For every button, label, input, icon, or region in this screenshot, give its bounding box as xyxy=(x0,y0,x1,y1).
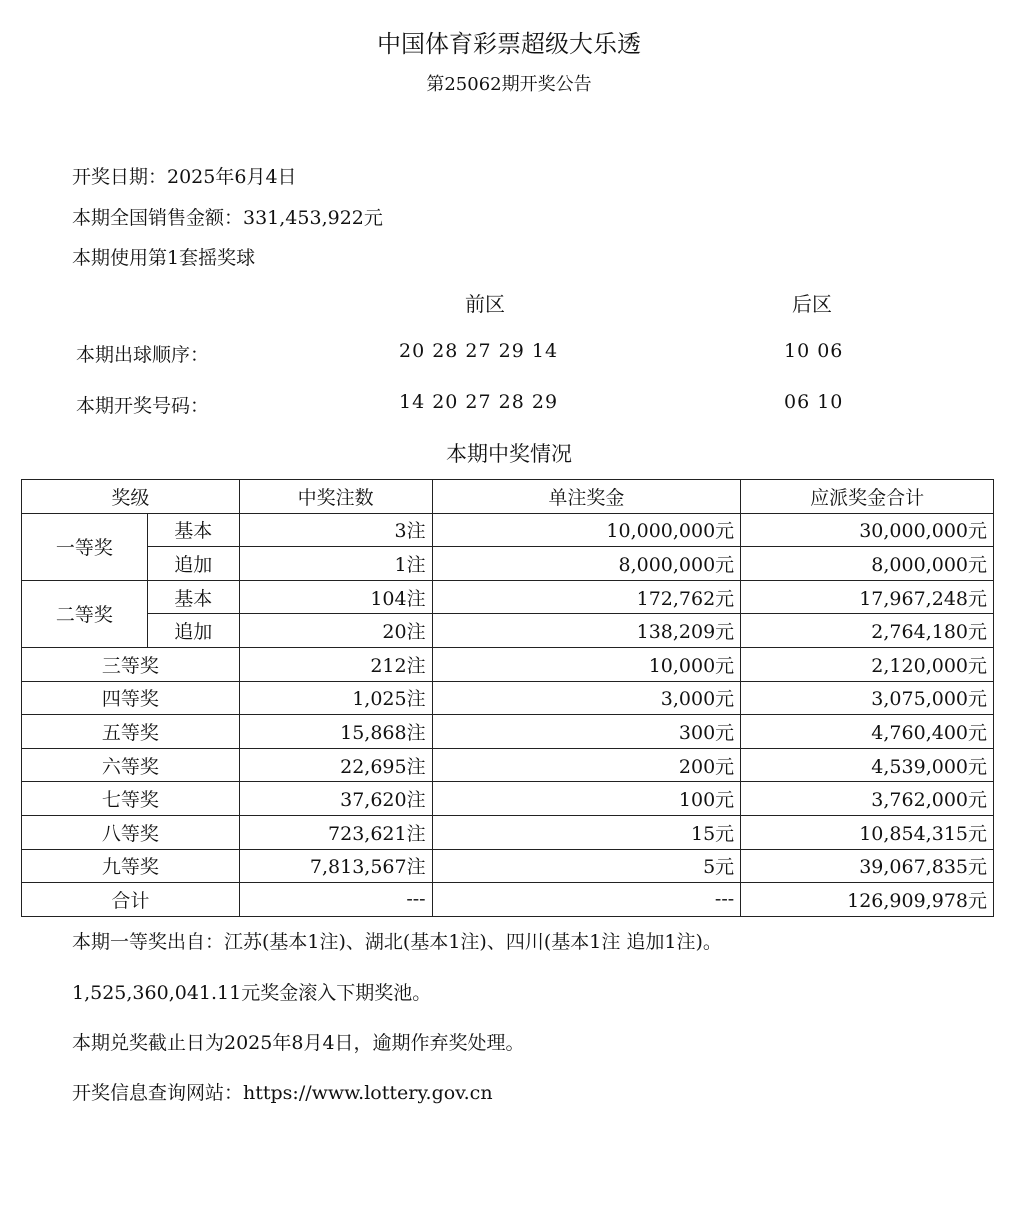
single-prize: 10,000,000元 xyxy=(432,513,741,547)
winning-numbers-label: 本期开奖号码： xyxy=(76,395,210,417)
total-prize: 2,120,000元 xyxy=(741,647,994,681)
total-prize: 3,075,000元 xyxy=(741,681,994,715)
winner-count: 22,695注 xyxy=(239,748,432,782)
winner-count: 1,025注 xyxy=(239,681,432,715)
prize-level-name: 八等奖 xyxy=(22,815,240,849)
table-header-row xyxy=(22,480,994,514)
winner-count: 15,868注 xyxy=(239,715,432,749)
prize-level-name: 二等奖 xyxy=(22,580,148,647)
prize-level-name: 五等奖 xyxy=(22,715,240,749)
single-prize: 8,000,000元 xyxy=(432,547,741,581)
sub-level-label: 基本 xyxy=(147,580,239,614)
table-row xyxy=(22,849,994,883)
header-total-prize: 应派奖金合计 xyxy=(741,480,994,514)
total-prize: 39,067,835元 xyxy=(741,849,994,883)
back-zone-header: 后区 xyxy=(792,292,832,316)
winner-count: 7,813,567注 xyxy=(239,849,432,883)
ball-order-back: 10 06 xyxy=(784,340,844,362)
header-single-prize: 单注奖金 xyxy=(432,480,741,514)
sub-level-label: 追加 xyxy=(147,614,239,648)
single-prize: 15元 xyxy=(432,815,741,849)
jackpot-rollover: 1,525,360,041.11元奖金滚入下期奖池。 xyxy=(72,982,432,1004)
sub-level-label: 追加 xyxy=(147,547,239,581)
front-zone-header: 前区 xyxy=(465,292,505,316)
table-row xyxy=(22,647,994,681)
page-title: 中国体育彩票超级大乐透 xyxy=(377,30,641,58)
ball-order-label: 本期出球顺序： xyxy=(76,344,210,366)
total-prize: 126,909,978元 xyxy=(741,883,994,917)
table-row xyxy=(22,715,994,749)
winner-count: --- xyxy=(239,883,432,917)
ball-set-info: 本期使用第1套摇奖球 xyxy=(72,247,256,269)
total-prize: 17,967,248元 xyxy=(741,580,994,614)
prize-level-name: 七等奖 xyxy=(22,782,240,816)
winner-count: 723,621注 xyxy=(239,815,432,849)
table-row xyxy=(22,782,994,816)
total-prize: 4,539,000元 xyxy=(741,748,994,782)
winner-count: 3注 xyxy=(239,513,432,547)
winner-count: 1注 xyxy=(239,547,432,581)
total-prize: 4,760,400元 xyxy=(741,715,994,749)
single-prize: 138,209元 xyxy=(432,614,741,648)
ball-order-front: 20 28 27 29 14 xyxy=(399,340,559,362)
single-prize: --- xyxy=(432,883,741,917)
total-prize: 8,000,000元 xyxy=(741,547,994,581)
total-prize: 3,762,000元 xyxy=(741,782,994,816)
draw-number-subtitle: 第25062期开奖公告 xyxy=(426,74,592,95)
winner-count: 37,620注 xyxy=(239,782,432,816)
table-row xyxy=(22,614,994,648)
table-row xyxy=(22,815,994,849)
single-prize: 3,000元 xyxy=(432,681,741,715)
sub-level-label: 基本 xyxy=(147,513,239,547)
sales-amount: 本期全国销售金额：331,453,922元 xyxy=(72,207,383,229)
table-total-row xyxy=(22,883,994,917)
claim-deadline: 本期兑奖截止日为2025年8月4日，逾期作弃奖处理。 xyxy=(72,1032,525,1054)
single-prize: 300元 xyxy=(432,715,741,749)
header-count: 中奖注数 xyxy=(239,480,432,514)
header-level: 奖级 xyxy=(22,480,240,514)
winning-numbers-front: 14 20 27 28 29 xyxy=(399,391,559,413)
single-prize: 100元 xyxy=(432,782,741,816)
prize-table xyxy=(21,479,994,917)
total-label: 合计 xyxy=(22,883,240,917)
info-website: 开奖信息查询网站：https://www.lottery.gov.cn xyxy=(72,1082,493,1104)
table-row xyxy=(22,748,994,782)
single-prize: 200元 xyxy=(432,748,741,782)
table-row xyxy=(22,681,994,715)
winner-count: 20注 xyxy=(239,614,432,648)
single-prize: 172,762元 xyxy=(432,580,741,614)
prize-section-title: 本期中奖情况 xyxy=(446,442,572,466)
table-row xyxy=(22,580,994,614)
total-prize: 10,854,315元 xyxy=(741,815,994,849)
winner-count: 104注 xyxy=(239,580,432,614)
single-prize: 5元 xyxy=(432,849,741,883)
prize-level-name: 三等奖 xyxy=(22,647,240,681)
prize-level-name: 四等奖 xyxy=(22,681,240,715)
single-prize: 10,000元 xyxy=(432,647,741,681)
prize-level-name: 九等奖 xyxy=(22,849,240,883)
table-row xyxy=(22,547,994,581)
winner-count: 212注 xyxy=(239,647,432,681)
prize-level-name: 一等奖 xyxy=(22,513,148,580)
prize-level-name: 六等奖 xyxy=(22,748,240,782)
first-prize-origin: 本期一等奖出自：江苏(基本1注)、湖北(基本1注)、四川(基本1注 追加1注)。 xyxy=(72,931,722,953)
total-prize: 30,000,000元 xyxy=(741,513,994,547)
table-row xyxy=(22,513,994,547)
winning-numbers-back: 06 10 xyxy=(784,391,844,413)
total-prize: 2,764,180元 xyxy=(741,614,994,648)
draw-date: 开奖日期：2025年6月4日 xyxy=(72,166,297,188)
